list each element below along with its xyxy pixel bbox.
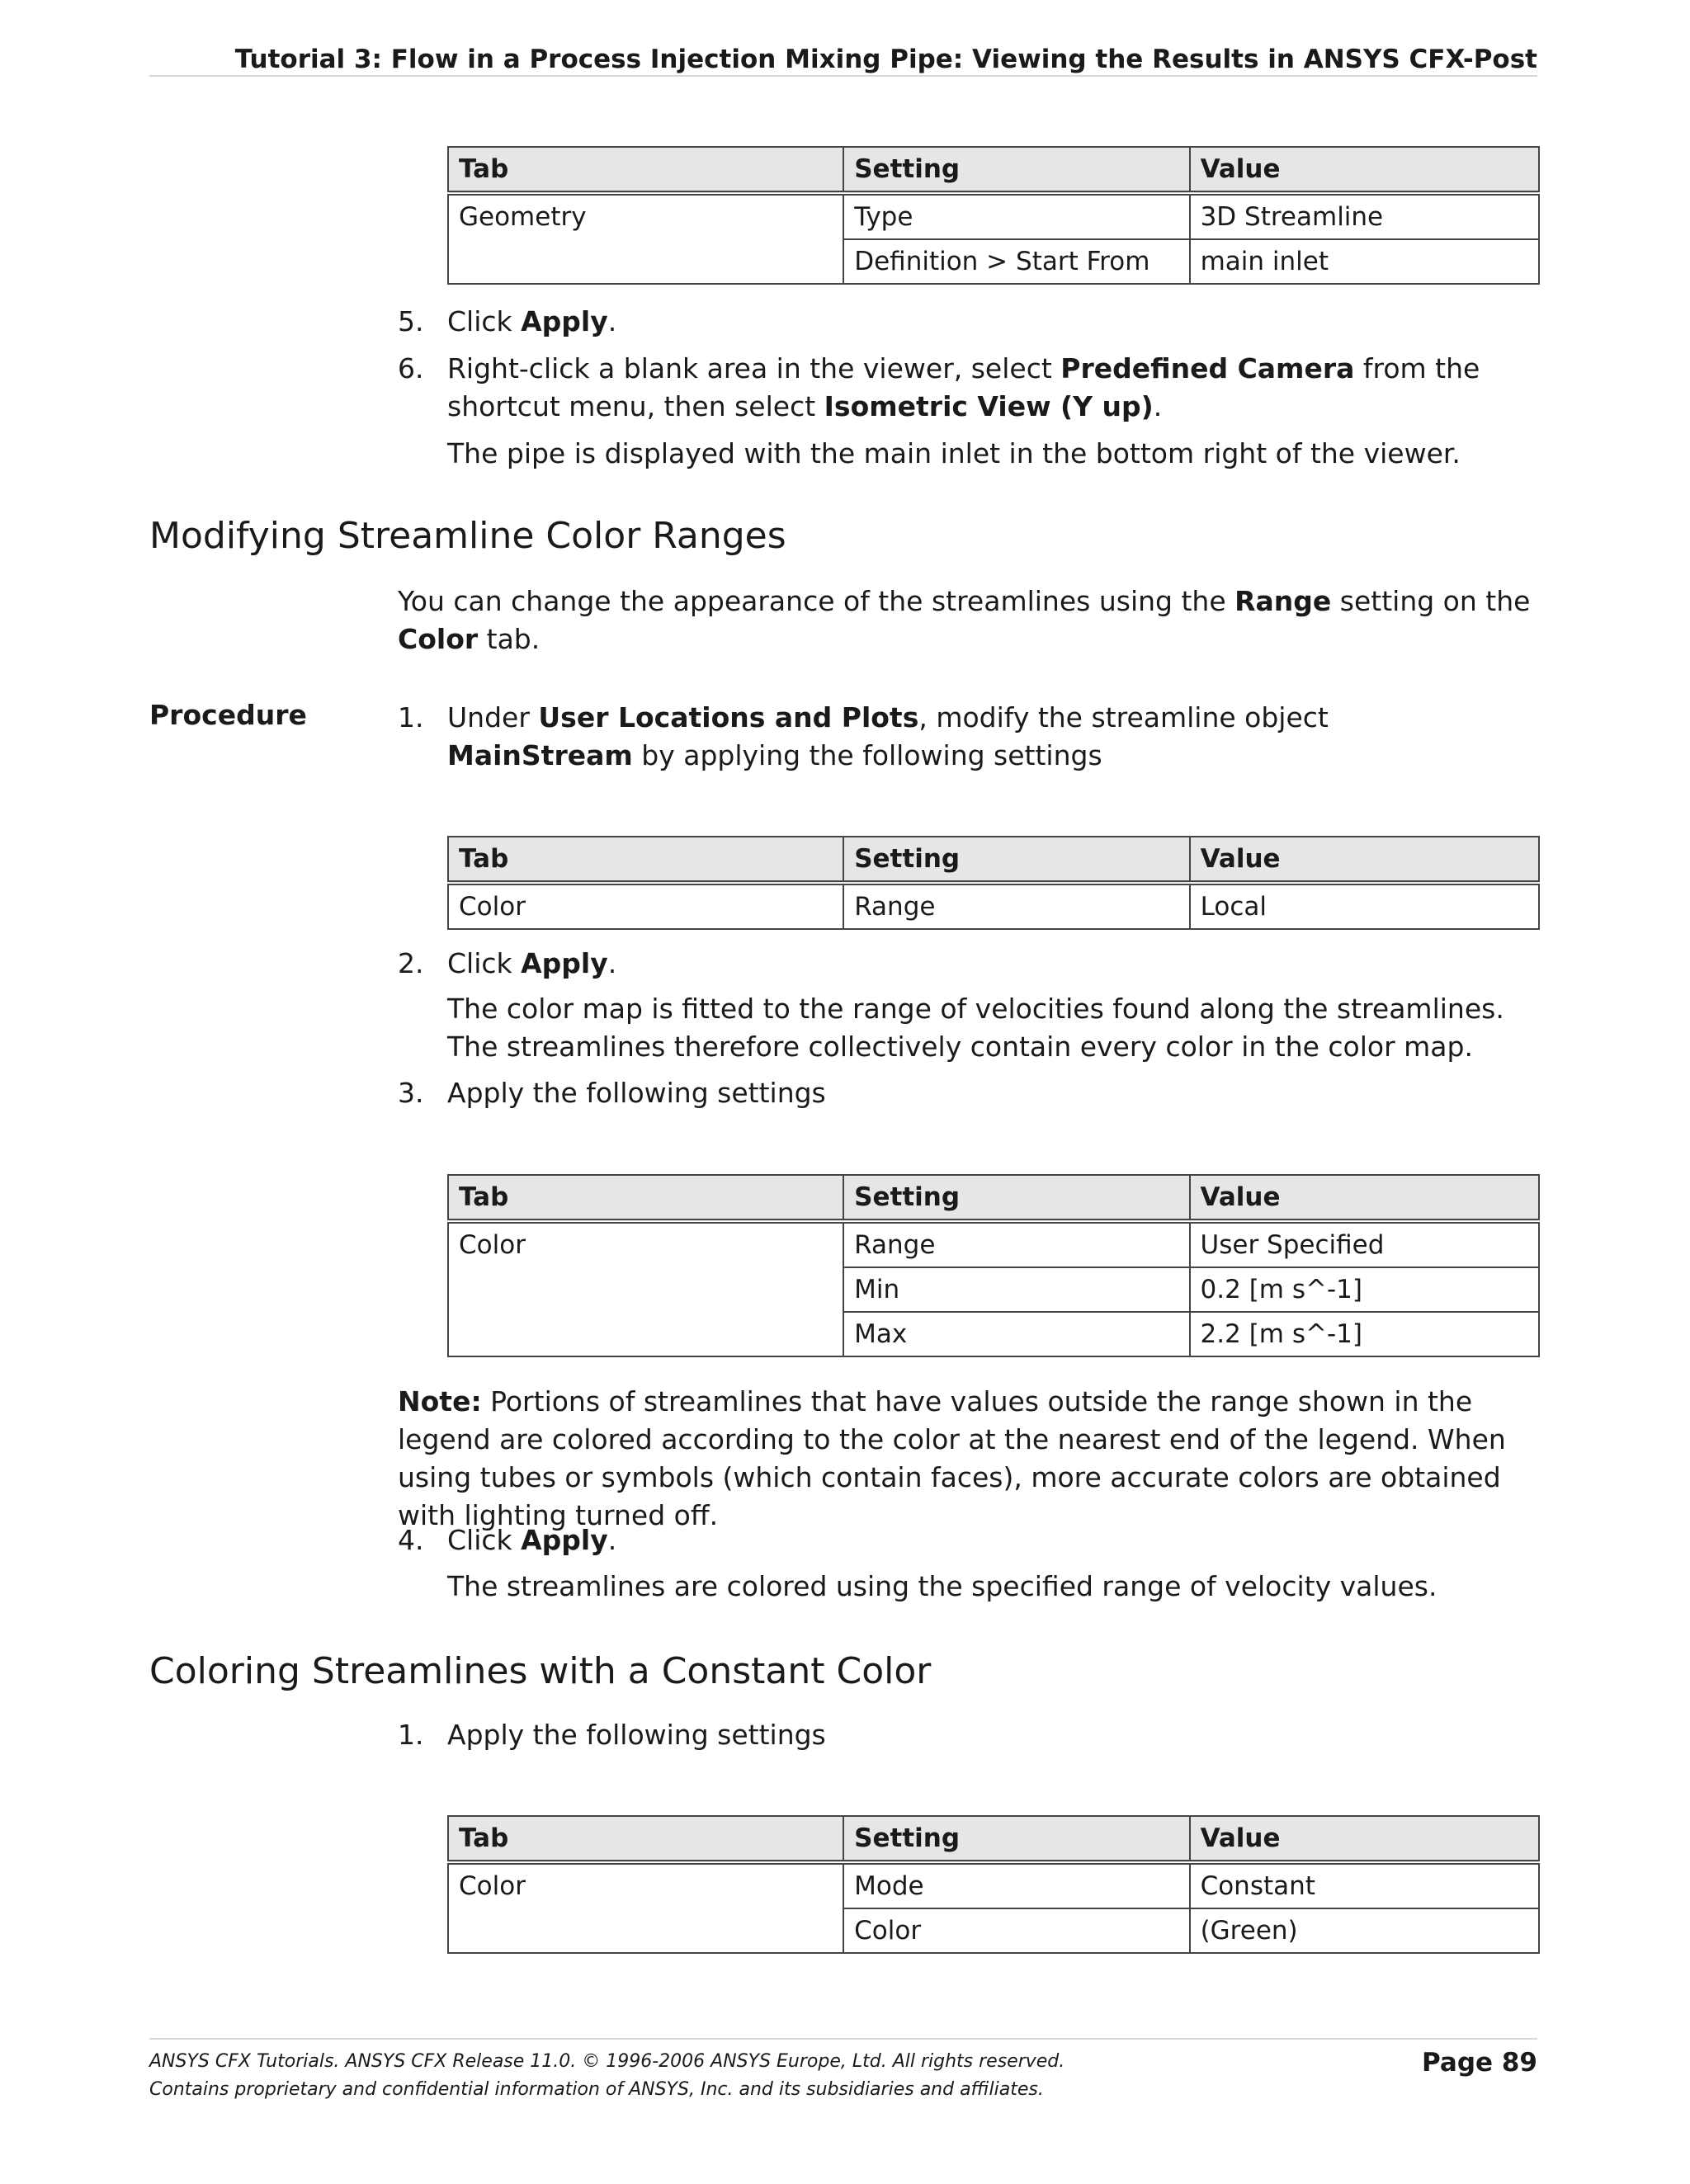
step-2 <box>398 945 1553 983</box>
table-cell-setting: Type <box>843 193 1189 239</box>
column-header-value: Value <box>1190 837 1539 883</box>
step-text: by applying the following settings <box>632 739 1102 771</box>
column-header-setting: Setting <box>843 837 1189 883</box>
table-cell-setting: Color <box>843 1908 1189 1953</box>
section-intro <box>398 583 1553 658</box>
table-cell-setting: Definition > Start From <box>843 239 1189 284</box>
step-number: 1. <box>398 1719 424 1751</box>
table-cell-value: Constant <box>1190 1862 1539 1908</box>
step-4-result: The streamlines are colored using the specified range of velocity values. <box>447 1570 1437 1602</box>
table-cell-value: 2.2 [m s^-1] <box>1190 1312 1539 1356</box>
note-text: Portions of streamlines that have values outside the range shown in the legend are colored according to the color at the nearest end of the legend. When using tubes or symbols (which contain faces), more accurate colors are obtained with lighting turned off. <box>398 1385 1506 1531</box>
step-4 <box>398 1521 1553 1559</box>
table-cell-setting: Range <box>843 883 1189 929</box>
column-header-setting: Setting <box>843 1816 1189 1862</box>
column-header-setting: Setting <box>843 147 1189 193</box>
procedure-label: Procedure <box>149 699 307 731</box>
running-header: Tutorial 3: Flow in a Process Injection Mixing Pipe: Viewing the Results in ANSYS CFX-Post <box>234 45 1537 74</box>
step-text: . <box>607 1524 617 1556</box>
step-text: Click <box>447 1524 522 1556</box>
step-number: 3. <box>398 1077 424 1109</box>
settings-table-color-constant <box>447 1815 1540 1954</box>
ui-term: Isometric View (Y up) <box>824 390 1154 422</box>
step-number: 2. <box>398 947 424 979</box>
table-cell-tab: Color <box>448 1221 843 1356</box>
table-cell-value: User Specified <box>1190 1221 1539 1267</box>
step-text: Click <box>447 305 522 337</box>
settings-table-color-range-local <box>447 836 1540 930</box>
column-header-tab: Tab <box>448 1816 843 1862</box>
column-header-setting: Setting <box>843 1175 1189 1221</box>
ui-term: Apply <box>521 1524 608 1556</box>
column-header-value: Value <box>1190 1816 1539 1862</box>
table-cell-setting: Min <box>843 1267 1189 1312</box>
table-cell-value: main inlet <box>1190 239 1539 284</box>
step-text: Under <box>447 701 539 734</box>
ui-term: Color <box>398 623 479 655</box>
table-cell-value: 0.2 [m s^-1] <box>1190 1267 1539 1312</box>
step-text: . <box>1153 390 1163 422</box>
section-heading-constant-color: Coloring Streamlines with a Constant Color <box>149 1650 932 1692</box>
table-cell-setting: Mode <box>843 1862 1189 1908</box>
table-cell-setting: Range <box>843 1221 1189 1267</box>
step-text: . <box>607 947 617 979</box>
intro-text: You can change the appearance of the streamlines using the <box>398 585 1235 617</box>
ui-term: Apply <box>521 305 608 337</box>
footer-confidential: Contains proprietary and confidential information of ANSYS, Inc. and its subsidiaries and affiliates. <box>149 2079 1044 2100</box>
intro-text: tab. <box>478 623 541 655</box>
table-cell-setting: Max <box>843 1312 1189 1356</box>
settings-table-color-range-user <box>447 1174 1540 1357</box>
header-divider <box>149 75 1537 77</box>
section-heading-color-ranges: Modifying Streamline Color Ranges <box>149 515 786 557</box>
step-text: Right-click a blank area in the viewer, select <box>447 352 1061 384</box>
ui-term: User Locations and Plots <box>538 701 919 734</box>
ui-term: Range <box>1234 585 1332 617</box>
step-number: 5. <box>398 305 424 337</box>
column-header-value: Value <box>1190 147 1539 193</box>
step-text: Apply the following settings <box>447 1077 826 1109</box>
step-6-result: The pipe is displayed with the main inlet in the bottom right of the viewer. <box>447 437 1461 469</box>
table-cell-value: 3D Streamline <box>1190 193 1539 239</box>
table-cell-value: Local <box>1190 883 1539 929</box>
settings-table-geometry <box>447 146 1540 285</box>
step-6 <box>398 350 1553 426</box>
ui-term: MainStream <box>447 739 633 771</box>
footer-copyright: ANSYS CFX Tutorials. ANSYS CFX Release 11.0. © 1996-2006 ANSYS Europe, Ltd. All rights reserved. <box>149 2051 1065 2072</box>
step-text: . <box>607 305 617 337</box>
column-header-tab: Tab <box>448 837 843 883</box>
note-paragraph <box>398 1383 1553 1535</box>
step-text: , modify the streamline object <box>918 701 1329 734</box>
page-number: Page 89 <box>1422 2048 1537 2078</box>
step-text: from the shortcut menu, then select <box>447 352 1480 422</box>
step-number: 4. <box>398 1524 424 1556</box>
step-1 <box>398 699 1553 775</box>
step-1-constant <box>398 1716 1553 1754</box>
table-cell-value: (Green) <box>1190 1908 1539 1953</box>
note-label: Note: <box>398 1385 482 1417</box>
step-5 <box>398 303 1553 341</box>
ui-term: Predefined Camera <box>1060 352 1355 384</box>
column-header-value: Value <box>1190 1175 1539 1221</box>
footer-divider <box>149 2038 1537 2040</box>
intro-text: setting on the <box>1331 585 1531 617</box>
step-text: Apply the following settings <box>447 1719 826 1751</box>
ui-term: Apply <box>521 947 608 979</box>
step-text: Click <box>447 947 522 979</box>
table-cell-tab: Color <box>448 1862 843 1953</box>
column-header-tab: Tab <box>448 1175 843 1221</box>
step-2-result: The color map is fitted to the range of velocities found along the streamlines. The streamlines therefore collectively contain every color in the color map. <box>447 993 1504 1063</box>
table-cell-tab: Color <box>448 883 843 929</box>
table-cell-tab: Geometry <box>448 193 843 284</box>
column-header-tab: Tab <box>448 147 843 193</box>
step-3 <box>398 1074 1553 1112</box>
step-number: 6. <box>398 352 424 384</box>
step-number: 1. <box>398 701 424 734</box>
